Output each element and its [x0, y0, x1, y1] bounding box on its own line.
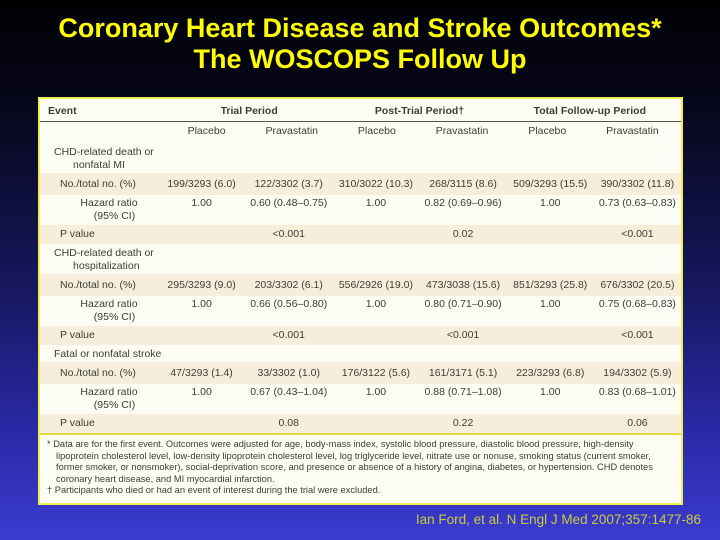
data-cell: 1.00 [540, 298, 561, 310]
event-column-header: Event [48, 105, 77, 117]
data-cell: 203/3302 (6.1) [254, 279, 323, 291]
data-cell: 1.00 [365, 298, 387, 310]
data-cell: 851/3293 (25.8) [513, 279, 588, 291]
data-cell: 676/3302 (20.5) [600, 279, 675, 291]
data-cell: 310/3022 (10.3) [338, 178, 413, 190]
data-cell: 390/3302 (11.8) [600, 178, 675, 190]
data-cell: 268/3115 (8.6) [429, 178, 497, 190]
data-cell: 0.73 (0.63–0.83) [598, 197, 676, 209]
title-line-2: The WOSCOPS Follow Up [193, 44, 527, 74]
data-cell: 161/3171 (5.1) [428, 367, 498, 379]
data-cell: 199/3293 (6.0) [167, 178, 236, 190]
data-cell: 1.00 [191, 298, 212, 310]
pvalue-cell: 0.02 [452, 228, 474, 240]
citation-text: Ian Ford, et al. N Engl J Med 2007;357:1477-86 [415, 512, 701, 527]
data-cell: 1.00 [365, 197, 387, 209]
data-cell: 122/3302 (3.7) [254, 178, 323, 190]
table-row [40, 296, 681, 326]
title-line-1: Coronary Heart Disease and Stroke Outcomes* [58, 13, 662, 43]
data-cell: 1.00 [191, 386, 212, 398]
table-row [40, 225, 681, 244]
row-label-line-2: (95% CI) [93, 399, 136, 411]
footnote-dagger [47, 485, 674, 497]
group-label-line-1: CHD-related death or [54, 146, 154, 158]
col-subheader-placebo-2: Placebo [357, 125, 396, 137]
row-label-line-2: (95% CI) [93, 311, 136, 323]
col-subheader-placebo-3: Placebo [528, 125, 567, 137]
row-label-line-1: Hazard ratio [80, 197, 138, 209]
table-row [40, 362, 681, 384]
table-row [40, 173, 681, 195]
row-label [40, 298, 158, 324]
pvalue-cell: <0.001 [446, 329, 480, 341]
footnote-text: Participants who died or had an event of interest during the trial were excluded. [54, 485, 381, 496]
subheader-spacer [46, 125, 164, 138]
col-subheader-pravastatin-1: Pravastatin [265, 125, 318, 137]
row-label: No./total no. (%) [60, 178, 136, 190]
footnote-text: Data are for the first event. Outcomes were adjusted for age, body-mass index, systolic blood pressure, diastolic blood pressure, high-density lipoprotein cholesterol level, low-density lipoprotein cholesterol level, log triglyceride level, nitrate use or nonuse, smoking status (current smoker, former smoker, or nonsmoker), social-deprivation score, and presence or absence of a history of angina, diabetes, or hypertension. CHD denotes coronary heart disease, and MI myocardial infarction. [53, 439, 653, 484]
data-cell: 1.00 [365, 386, 387, 398]
event-group-label [40, 143, 681, 173]
data-cell: 33/3302 (1.0) [257, 367, 320, 379]
data-cell: 1.00 [540, 197, 561, 209]
data-cell: 0.88 (0.71–1.08) [424, 386, 502, 398]
table-row [40, 326, 681, 345]
pvalue-cell: 0.22 [452, 417, 474, 429]
table-subheader-row [40, 122, 681, 143]
pvalue-cell: <0.001 [621, 228, 654, 240]
data-cell: 0.82 (0.69–0.96) [424, 197, 502, 209]
pvalue-cell: 0.08 [278, 417, 299, 429]
outcomes-table [38, 97, 683, 505]
slide-title [0, 13, 720, 75]
pvalue-cell: <0.001 [272, 329, 305, 341]
data-cell: 0.75 (0.68–0.83) [598, 298, 676, 310]
row-label: No./total no. (%) [60, 367, 136, 379]
footnote-asterisk [47, 439, 674, 485]
data-cell: 0.60 (0.48–0.75) [250, 197, 328, 209]
data-cell: 509/3293 (15.5) [513, 178, 588, 190]
footnotes [40, 435, 681, 501]
data-cell: 556/2926 (19.0) [338, 279, 413, 291]
period-group-header-total: Total Follow-up Period [533, 105, 647, 117]
row-label: P value [60, 417, 95, 429]
table-row [40, 195, 681, 225]
row-label [40, 197, 158, 223]
col-subheader-placebo-1: Placebo [187, 125, 226, 137]
table-row [40, 414, 681, 433]
group-label-line-1: Fatal or nonfatal stroke [54, 348, 162, 360]
data-cell: 194/3302 (5.9) [603, 367, 672, 379]
table-row [40, 384, 681, 414]
period-group-header-post-trial: Post-Trial Period† [374, 105, 465, 117]
table-header-row [40, 99, 681, 122]
data-cell: 0.83 (0.68–1.01) [598, 386, 676, 398]
row-label: P value [60, 329, 95, 341]
row-label-line-2: (95% CI) [93, 210, 136, 222]
row-label-line-1: Hazard ratio [80, 298, 138, 310]
data-cell: 1.00 [191, 197, 212, 209]
footnote-marker: † [47, 485, 53, 496]
data-cell: 223/3293 (6.8) [516, 367, 585, 379]
data-cell: 473/3038 (15.6) [425, 279, 501, 291]
pvalue-cell: <0.001 [272, 228, 305, 240]
data-cell: 1.00 [540, 386, 561, 398]
data-cell: 0.80 (0.71–0.90) [424, 298, 502, 310]
pvalue-cell: <0.001 [621, 329, 654, 341]
footnote-marker: * [47, 439, 51, 449]
group-label-line-2: nonfatal MI [73, 159, 125, 171]
data-cell: 295/3293 (9.0) [167, 279, 236, 291]
event-group-label [40, 345, 681, 362]
data-cell: 0.66 (0.56–0.80) [250, 298, 328, 310]
event-group-label [40, 244, 681, 274]
table-row [40, 274, 681, 296]
row-label [40, 386, 158, 412]
pvalue-cell: 0.06 [627, 417, 648, 429]
col-subheader-pravastatin-3: Pravastatin [606, 125, 659, 137]
row-label: No./total no. (%) [60, 279, 136, 291]
group-label-line-2: hospitalization [73, 260, 140, 272]
row-label: P value [60, 228, 95, 240]
col-subheader-pravastatin-2: Pravastatin [435, 125, 489, 137]
data-cell: 176/3122 (5.6) [341, 367, 411, 379]
data-cell: 47/3293 (1.4) [170, 367, 233, 379]
data-cell: 0.67 (0.43–1.04) [250, 386, 328, 398]
group-label-line-1: CHD-related death or [54, 247, 154, 259]
row-label-line-1: Hazard ratio [80, 386, 138, 398]
period-group-header-trial: Trial Period [220, 105, 278, 117]
